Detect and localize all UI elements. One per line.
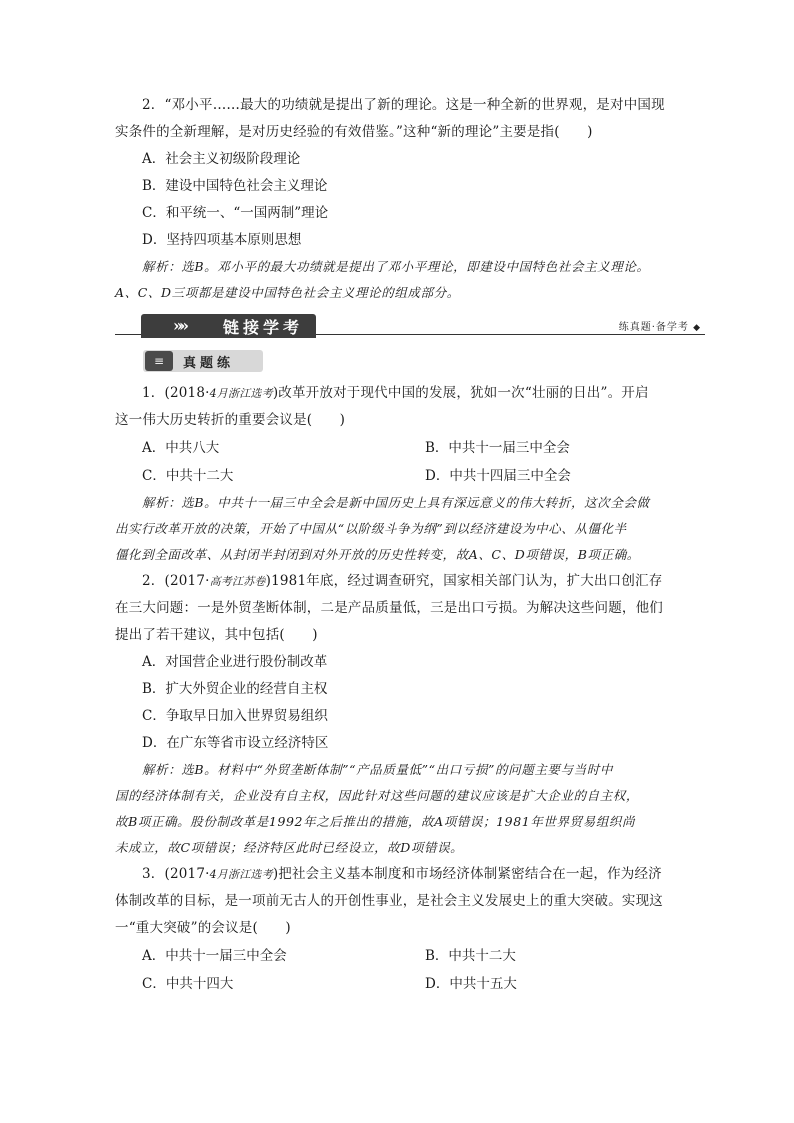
- options-row: [115, 970, 705, 998]
- question-text: )改革开放对于现代中国的发展，犹如一次“壮丽的日出”。开启: [272, 385, 649, 401]
- option-b: B．中共十二大: [425, 948, 516, 964]
- option-b: B．建设中国特色社会主义理论: [142, 178, 328, 194]
- question-text: )把社会主义基本制度和市场经济体制紧密结合在一起，作为经济: [272, 866, 662, 882]
- double-chevron-icon: »»: [173, 316, 185, 335]
- document-page: [115, 92, 705, 998]
- analysis-text: 未成立，故C项错误；经济特区此时已经设立，故D项错误。: [115, 840, 464, 855]
- option-b: B．中共十一届三中全会: [425, 440, 570, 456]
- book-stack-icon: ≡: [145, 351, 173, 371]
- question-stem: 实条件的全新理解，是对历史经验的有效借鉴。”这种“新的理论”主要是指( ): [115, 124, 593, 140]
- banner-tab: [141, 314, 316, 338]
- option-d: D．坚持四项基本原则思想: [142, 232, 302, 248]
- question-stem: 这一伟大历史转折的重要会议是( ): [115, 412, 346, 428]
- section-banner: [115, 314, 705, 344]
- sub-section-tab: [143, 350, 263, 374]
- option-a: A．对国营企业进行股份制改革: [142, 654, 328, 670]
- analysis-text: 出实行改革开放的决策，开始了中国从“以阶级斗争为纲”到以经济建设为中心、从僵化半: [115, 521, 627, 536]
- question-text: )1981年底，经过调查研究，国家相关部门认为，扩大出口创汇存: [265, 573, 663, 589]
- question-source: 4月浙江选考: [209, 868, 273, 881]
- option-a: A．中共八大: [142, 440, 220, 456]
- analysis-text: 解析：选B。邓小平的最大功绩就是提出了邓小平理论，即建设中国特色社会主义理论。: [142, 259, 650, 274]
- question-source: 4月浙江选考: [209, 387, 273, 400]
- diamond-icon: ◆: [693, 323, 701, 333]
- option-c: C．争取早日加入世界贸易组织: [142, 708, 328, 724]
- analysis-text: 解析：选B。材料中“外贸垄断体制”“产品质量低”“出口亏损”的问题主要与当时中: [142, 762, 613, 777]
- banner-subtitle-text: 练真题·备学考: [618, 322, 689, 333]
- analysis-text: A、C、D三项都是建设中国特色社会主义理论的组成部分。: [115, 285, 460, 300]
- question-stem: [115, 568, 705, 595]
- banner-subtitle: [619, 318, 701, 333]
- analysis-text: 僵化到全面改革、从封闭半封闭到对外开放的历史性转变，故A、C、D项错误，B项正确。: [115, 547, 640, 562]
- option-a: A．中共十一届三中全会: [142, 948, 287, 964]
- question-number: 3．(2017·: [142, 866, 210, 882]
- option-d: D．中共十四届三中全会: [425, 468, 571, 484]
- option-b: B．扩大外贸企业的经营自主权: [142, 681, 328, 697]
- analysis-text: 解析：选B。中共十一届三中全会是新中国历史上具有深远意义的伟大转折，这次全会做: [142, 495, 650, 510]
- question-stem: 提出了若干建议，其中包括( ): [115, 627, 318, 643]
- question-stem: [115, 380, 705, 407]
- question-number: 2．(2017·: [142, 573, 210, 589]
- question-stem: 体制改革的目标，是一项前无古人的开创性事业，是社会主义发展史上的重大突破。实现这: [115, 893, 663, 909]
- sub-section-label: 真题练: [183, 356, 235, 371]
- option-d: D．在广东等省市设立经济特区: [142, 735, 329, 751]
- analysis-text: 国的经济体制有关，企业没有自主权，因此针对这些问题的建议应该是扩大企业的自主权，: [115, 788, 640, 803]
- banner-title: 链接学考: [223, 318, 304, 337]
- question-stem: 2．“邓小平……最大的功绩就是提出了新的理论。这是一种全新的世界观，是对中国现: [142, 97, 665, 113]
- question-stem: 一“重大突破”的会议是( ): [115, 920, 291, 936]
- option-c: C．中共十四大: [142, 976, 234, 992]
- options-row: [115, 942, 705, 970]
- question-number: 1．(2018·: [142, 385, 210, 401]
- question-source: 高考江苏卷: [209, 575, 266, 588]
- option-c: C．和平统一、“一国两制”理论: [142, 205, 329, 221]
- option-d: D．中共十五大: [425, 976, 517, 992]
- option-c: C．中共十二大: [142, 468, 234, 484]
- question-stem: 在三大问题：一是外贸垄断体制，二是产品质量低，三是出口亏损。为解决这些问题，他们: [115, 600, 663, 616]
- question-stem: [115, 861, 705, 888]
- analysis-text: 故B项正确。股份制改革是1992年之后推出的措施，故A项错误；1981年世界贸易组织尚: [115, 814, 636, 829]
- option-a: A．社会主义初级阶段理论: [142, 151, 301, 167]
- options-row: [115, 434, 705, 462]
- options-row: [115, 462, 705, 490]
